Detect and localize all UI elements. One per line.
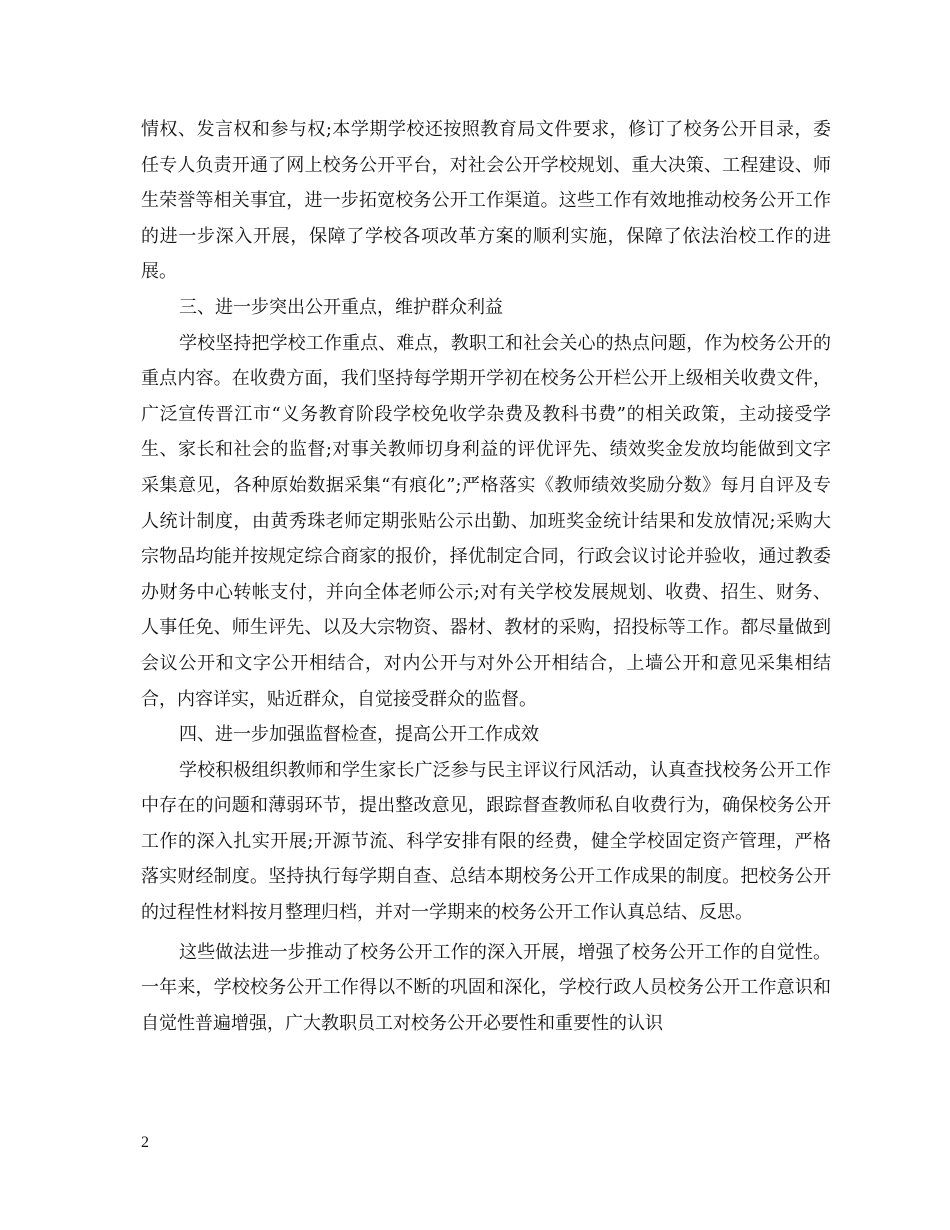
section-heading-3: 三、进一步突出公开重点，维护群众利益 bbox=[179, 296, 503, 318]
document-body bbox=[141, 112, 831, 1041]
page-number: 2 bbox=[141, 1134, 149, 1151]
paragraph-summary: 这些做法进一步推动了校务公开工作的深入开展，增强了校务公开工作的自觉性。一年来，学校校务公开工作得以不断的巩固和深化，学校行政人员校务公开工作意识和自觉性普遍增强，广大教职员工对校务公开必要性和重要性的认识 bbox=[141, 941, 831, 1034]
paragraph-continuation: 情权、发言权和参与权;本学期学校还按照教育局文件要求，修订了校务公开目录，委任专人负责开通了网上校务公开平台，对社会公开学校规划、重大决策、工程建设、师生荣誉等相关事宜，进一步拓宽校务公开工作渠道。这些工作有效地推动校务公开工作的进一步深入开展，保障了学校各项改革方案的顺利实施，保障了依法治校工作的进展。 bbox=[141, 119, 831, 283]
paragraph-section-4: 学校积极组织教师和学生家长广泛参与民主评议行风活动，认真查找校务公开工作中存在的问题和薄弱环节，提出整改意见，跟踪督查教师私自收费行为，确保校务公开工作的深入扎实开展;开源节流、科学安排有限的经费，健全学校固定资产管理，严格落实财经制度。坚持执行每学期自查、总结本期校务公开工作成果的制度。把校务公开的过程性材料按月整理归档，并对一学期来的校务公开工作认真总结、反思。 bbox=[141, 759, 831, 924]
paragraph-section-3: 学校坚持把学校工作重点、难点，教职工和社会关心的热点问题，作为校务公开的重点内容。在收费方面，我们坚持每学期开学初在校务公开栏公开上级相关收费文件，广泛宣传晋江市“义务教育阶段学校免收学杂费及教科书费”的相关政策，主动接受学生、家长和社会的监督;对事关教师切身利益的评优评先、绩效奖金发放均能做到文字采集意见，各种原始数据采集“有痕化”;严格落实《教师绩效奖励分数》每月自评及专人统计制度，由黄秀珠老师定期张贴公示出勤、加班奖金统计结果和发放情况;采购大宗物品均能并按规定综合商家的报价，择优制定合同，行政会议讨论并验收，通过教委办财务中心转帐支付，并向全体老师公示;对有关学校发展规划、收费、招生、财务、人事任免、师生评先、以及大宗物资、器材、教材的采购，招投标等工作。都尽量做到会议公开和文字公开相结合，对内公开与对外公开相结合，上墙公开和意见采集相结合，内容详实，贴近群众，自觉接受群众的监督。 bbox=[141, 332, 831, 710]
section-heading-4: 四、进一步加强监督检查，提高公开工作成效 bbox=[179, 724, 539, 746]
